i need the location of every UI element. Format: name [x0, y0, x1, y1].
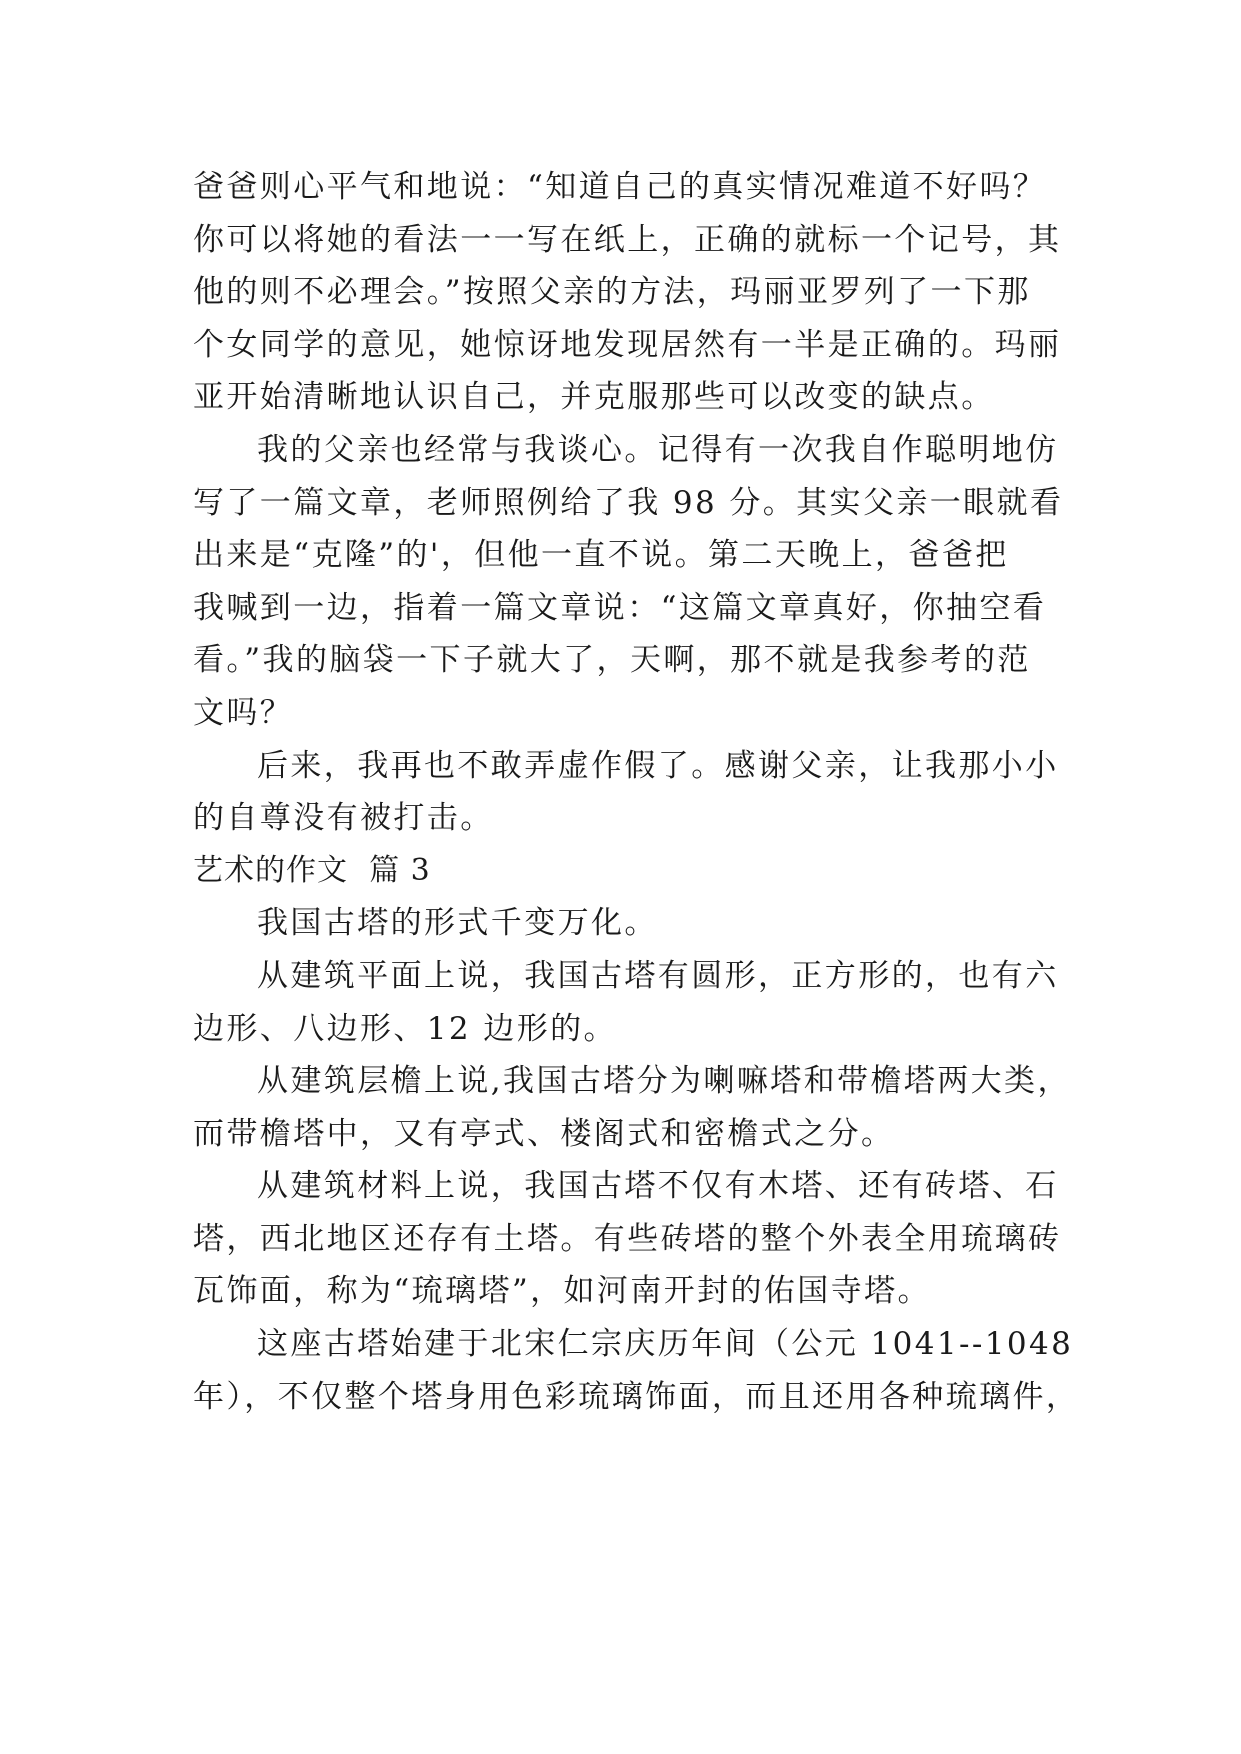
text-line: 爸爸则心平气和地说：“知道自己的真实情况难道不好吗？ — [193, 169, 1047, 205]
text-line: 出来是“克隆”的'，但他一直不说。第二天晚上，爸爸把 — [193, 537, 1009, 574]
text-line: 塔，西北地区还存有土塔。有些砖塔的整个外表全用琉璃砖 — [193, 1220, 1062, 1257]
paragraph-1 — [193, 161, 1062, 424]
text-line: 个女同学的意见，她惊讶地发现居然有一半是正确的。玛丽 — [193, 326, 1062, 363]
paragraph-6 — [193, 1055, 1071, 1160]
paragraph-7 — [193, 1160, 1062, 1318]
text-line: 我国古塔的形式千变万化。 — [257, 905, 658, 942]
text-line: 瓦饰面，称为“琉璃塔”，如河南开封的佑国寺塔。 — [193, 1273, 931, 1310]
text-line: 从建筑平面上说，我国古塔有圆形，正方形的，也有六 — [257, 957, 1059, 994]
paragraph-8 — [193, 1318, 1080, 1423]
paragraph-2 — [193, 424, 1064, 740]
text-line: 看。”我的脑袋一下子就大了，天啊，那不就是我参考的范 — [193, 642, 1031, 679]
text-line: 我的父亲也经常与我谈心。记得有一次我自作聪明地仿 — [257, 431, 1059, 468]
document-body — [193, 161, 1080, 1423]
text-line: 文吗？ — [193, 694, 294, 731]
text-line: 的自尊没有被打击。 — [193, 800, 494, 837]
text-line: 边形、八边形、12 边形的。 — [193, 1010, 617, 1047]
text-line: 而带檐塔中，又有亭式、楼阁式和密檐式之分。 — [193, 1115, 895, 1152]
text-line: 从建筑材料上说，我国古塔不仅有木塔、还有砖塔、石 — [257, 1168, 1059, 1205]
text-line: 亚开始清晰地认识自己，并克服那些可以改变的缺点。 — [193, 379, 995, 416]
text-line: 你可以将她的看法一一写在纸上，正确的就标一个记号，其 — [193, 221, 1062, 258]
text-line: 他的则不必理会。”按照父亲的方法，玛丽亚罗列了一下那 — [193, 274, 1031, 311]
text-line: 年），不仅整个塔身用色彩琉璃饰面，而且还用各种琉璃件， — [193, 1378, 1080, 1415]
paragraph-3 — [193, 740, 1059, 845]
paragraph-5 — [193, 950, 1059, 1055]
text-line: 这座古塔始建于北宋仁宗庆历年间（公元 1041--1048 — [257, 1326, 1074, 1363]
section-heading — [193, 845, 1053, 898]
heading-text: 艺术的作文 篇 3 — [193, 852, 431, 888]
text-line: 我喊到一边，指着一篇文章说：“这篇文章真好，你抽空看 — [193, 589, 1047, 626]
text-line: 写了一篇文章，老师照例给了我 98 分。其实父亲一眼就看 — [193, 484, 1064, 521]
text-line: 后来，我再也不敢弄虚作假了。感谢父亲，让我那小小 — [257, 747, 1059, 784]
text-line: 从建筑层檐上说,我国古塔分为喇嘛塔和带檐塔两大类， — [257, 1063, 1071, 1100]
paragraph-4 — [193, 897, 1053, 950]
